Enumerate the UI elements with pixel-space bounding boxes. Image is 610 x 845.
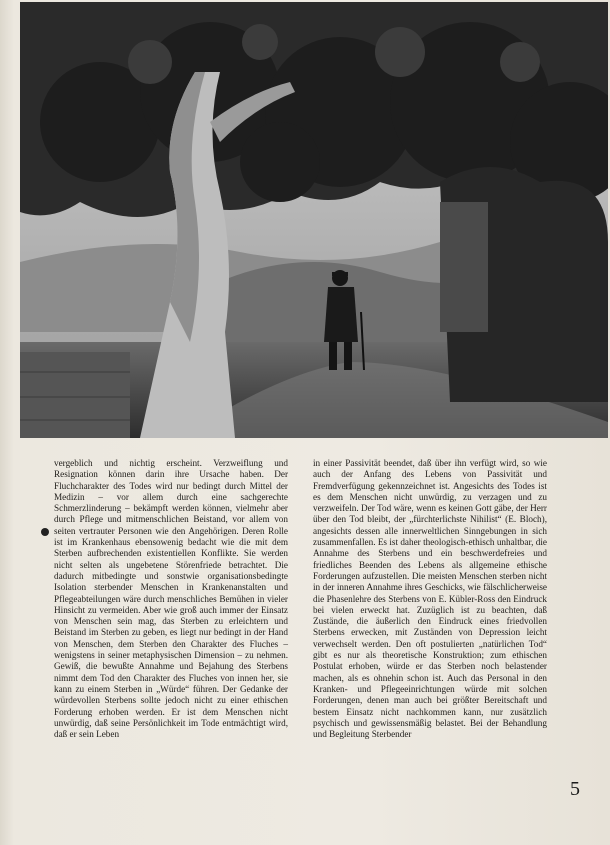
text-column-left <box>54 458 288 740</box>
text-column-right <box>313 458 547 740</box>
column-right-text: in einer Passivität beendet, daß über ihn verfügt wird, so wie auch der Anfang des Lebens von Passivität und Fremdverfügung gekennzeichnet ist. Angesichts des Todes ist es dem Menschen nicht unwürdig, zu verzagen und zu verzweifeln. Der Tod wäre, wenn es keinen Gott gäbe, der Herr über den Tod bleibt, der „fürchterlichste Nihilist“ (E. Bloch), angesichts dessen alle innerweltlichen Sinngebungen in sich zusammenfallen. Es ist daher theologisch-ethisch unhaltbar, die Annahme des Sterbens und ein beschwerdefreies und friedliches Beenden des Lebens als allgemeine ethische Forderungen aufzustellen. Die meisten Menschen sterben nicht in der inneren Annahme ihres Geschicks, wie fälschlicherweise die Phasenlehre des Sterbens von E. Kübler-Ross den Eindruck bei vielen erweckt hat. Zuzüglich ist zu beachten, daß Zustände, die äußerlich den Eindruck eines friedvollen Sterbens erwecken, mit Zuständen von Depression leicht verwechselt werden. Den oft postulierten „natürlichen Tod“ gibt es nur als theoretische Konstruktion; zum ethischen Postulat erhoben, würde er das Sterben noch belastender machen, als es ohnehin schon ist. Auch das Personal in den Kranken- und Pflegeeinrichtungen würde mit solchen Forderungen, denen man auch bei größter Bereitschaft und bestem Einsatz nicht nachkommen kann, nur zusätzlich psychisch und gewissensmäßig belastet. Bei der Behandlung und Begleitung Sterbender <box>313 458 547 740</box>
punch-hole-mark <box>41 528 49 536</box>
page-number: 5 <box>570 778 580 800</box>
landscape-photo <box>20 2 608 438</box>
column-left-text: vergeblich und nichtig erscheint. Verzweiflung und Resignation können darin ihre Ursache haben. Der Fluchcharakter des Todes wird nur bedingt durch Mittel der Medizin – vor allem durch eine sachgerechte Schmerzlinderung – bekämpft werden können, vielmehr aber durch Pflege und mitmenschlichen Beistand, vor allem von seiten vertrauter Personen wie den Angehörigen. Deren Rolle ist im Krankenhaus ebensowenig bedacht wie die mit dem Sterben aufbrechenden existentiellen Konflikte. Sie werden nicht selten als ungebetene Störenfriede betrachtet. Die dadurch mitbedingte und sonstwie organisationsbedingte Isolation sterbender Menschen in Krankenanstalten und Pflegeabteilungen wäre durch menschliches Bemühen in vieler Hinsicht zu vermeiden. Aber wie groß auch immer der Einsatz von Menschen sein mag, das Sterben zu erleichtern und Beistand im Sterben zu geben, es liegt nur bedingt in der Hand von Menschen, dem Sterben den Charakter des Fluches – wenigstens in seiner metaphysischen Dimension – zu nehmen. Gewiß, die bewußte Annahme und Bejahung des Sterbens nimmt dem Tod den Charakter des Fluches von innen her, sie kann zu einem Sterben in „Würde“ führen. Der Gedanke der würdevollen Sterbens sollte jedoch nicht zu einer ethischen Forderung erhoben werden. Er ist dem Menschen nicht unwürdig, daß seine Persönlichkeit im Tode entmächtigt wird, daß er sein Leben <box>54 458 288 740</box>
photo-illustration <box>20 2 608 438</box>
